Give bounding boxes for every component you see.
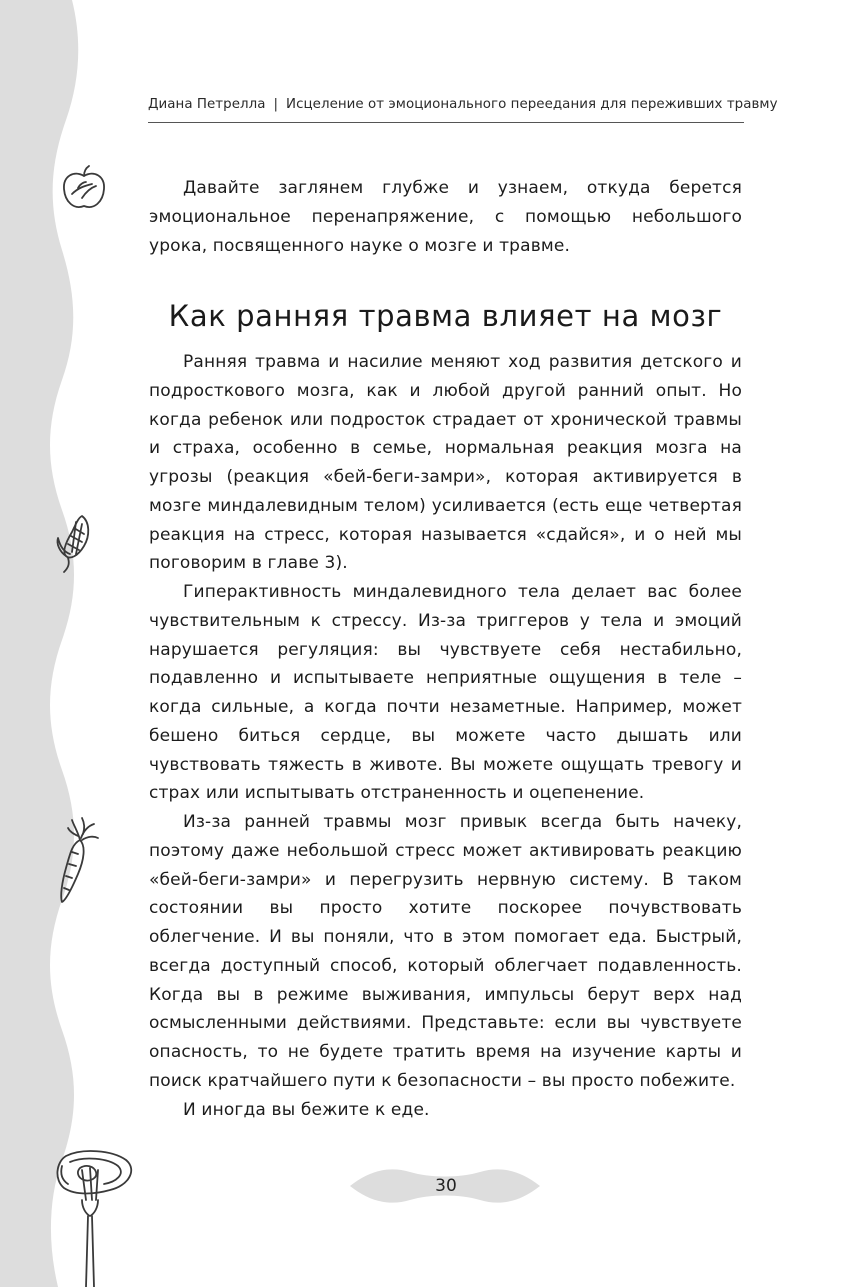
apple-icon	[58, 162, 110, 214]
header-rule	[148, 122, 744, 123]
carrot-icon	[50, 816, 100, 906]
paragraph: Из-за ранней травмы мозг привык всегда быть начеку, поэтому даже небольшой стресс может активировать реакцию «бей-беги-замри» и перегрузить нервную систему. В таком состоянии вы просто хотите поскорее почувствовать облегчение. И вы поняли, что в этом помогает еда. Быстрый, всегда доступный способ, который облегчает подавленность. Когда вы в режиме выживания, импульсы берут верх над осмысленными действиями. Представьте: если вы чувствуете опасность, то не будете тратить время на изучение карты и поиск кратчайшего пути к безопасности – вы просто побежите.	[149, 812, 742, 1091]
header-author: Диана Петрелла	[148, 97, 266, 112]
section-heading: Как ранняя травма влияет на мозг	[168, 299, 723, 333]
paragraph: Ранняя травма и насилие меняют ход развития детского и подросткового мозга, как и любой другой ранний опыт. Но когда ребенок или подросток страдает от хронической травмы и страха, особенно в семье, нормальная реакция мозга на угрозы (реакция «бей-беги-замри», которая активируется в мозге миндалевидным телом) усиливается (есть еще четвертая реакция на стресс, которая называется «сдайся», и о ней мы поговорим в главе 3).	[149, 352, 742, 574]
paragraph: Гиперактивность миндалевидного тела делает вас более чувствительным к стрессу. Из-за триггеров у тела и эмоций нарушается регуляция: вы чувствуете себя нестабильно, подавленно и испытываете неприятные ощущения в теле – когда сильные, а когда почти незаметные. Например, может бешено биться сердце, вы можете часто дышать или чувствовать тяжесть в животе. Вы можете ощущать тревогу и страх или испытывать отстраненность и оцепенение.	[149, 582, 742, 804]
header-book-title: Исцеление от эмоционального переедания для переживших травму	[286, 97, 778, 112]
intro-text	[149, 174, 742, 260]
body-text	[149, 348, 742, 1124]
intro-paragraph: Давайте заглянем глубже и узнаем, откуда берется эмоциональное перенапряжение, с помощью небольшого урока, посвященного науке о мозге и травме.	[149, 178, 742, 256]
header-separator: |	[273, 97, 279, 112]
page-number: 30	[435, 1176, 457, 1196]
running-header	[148, 95, 778, 115]
corn-icon	[52, 512, 96, 574]
steak-fork-icon	[52, 1148, 142, 1287]
paragraph: И иногда вы бежите к еде.	[183, 1099, 430, 1120]
